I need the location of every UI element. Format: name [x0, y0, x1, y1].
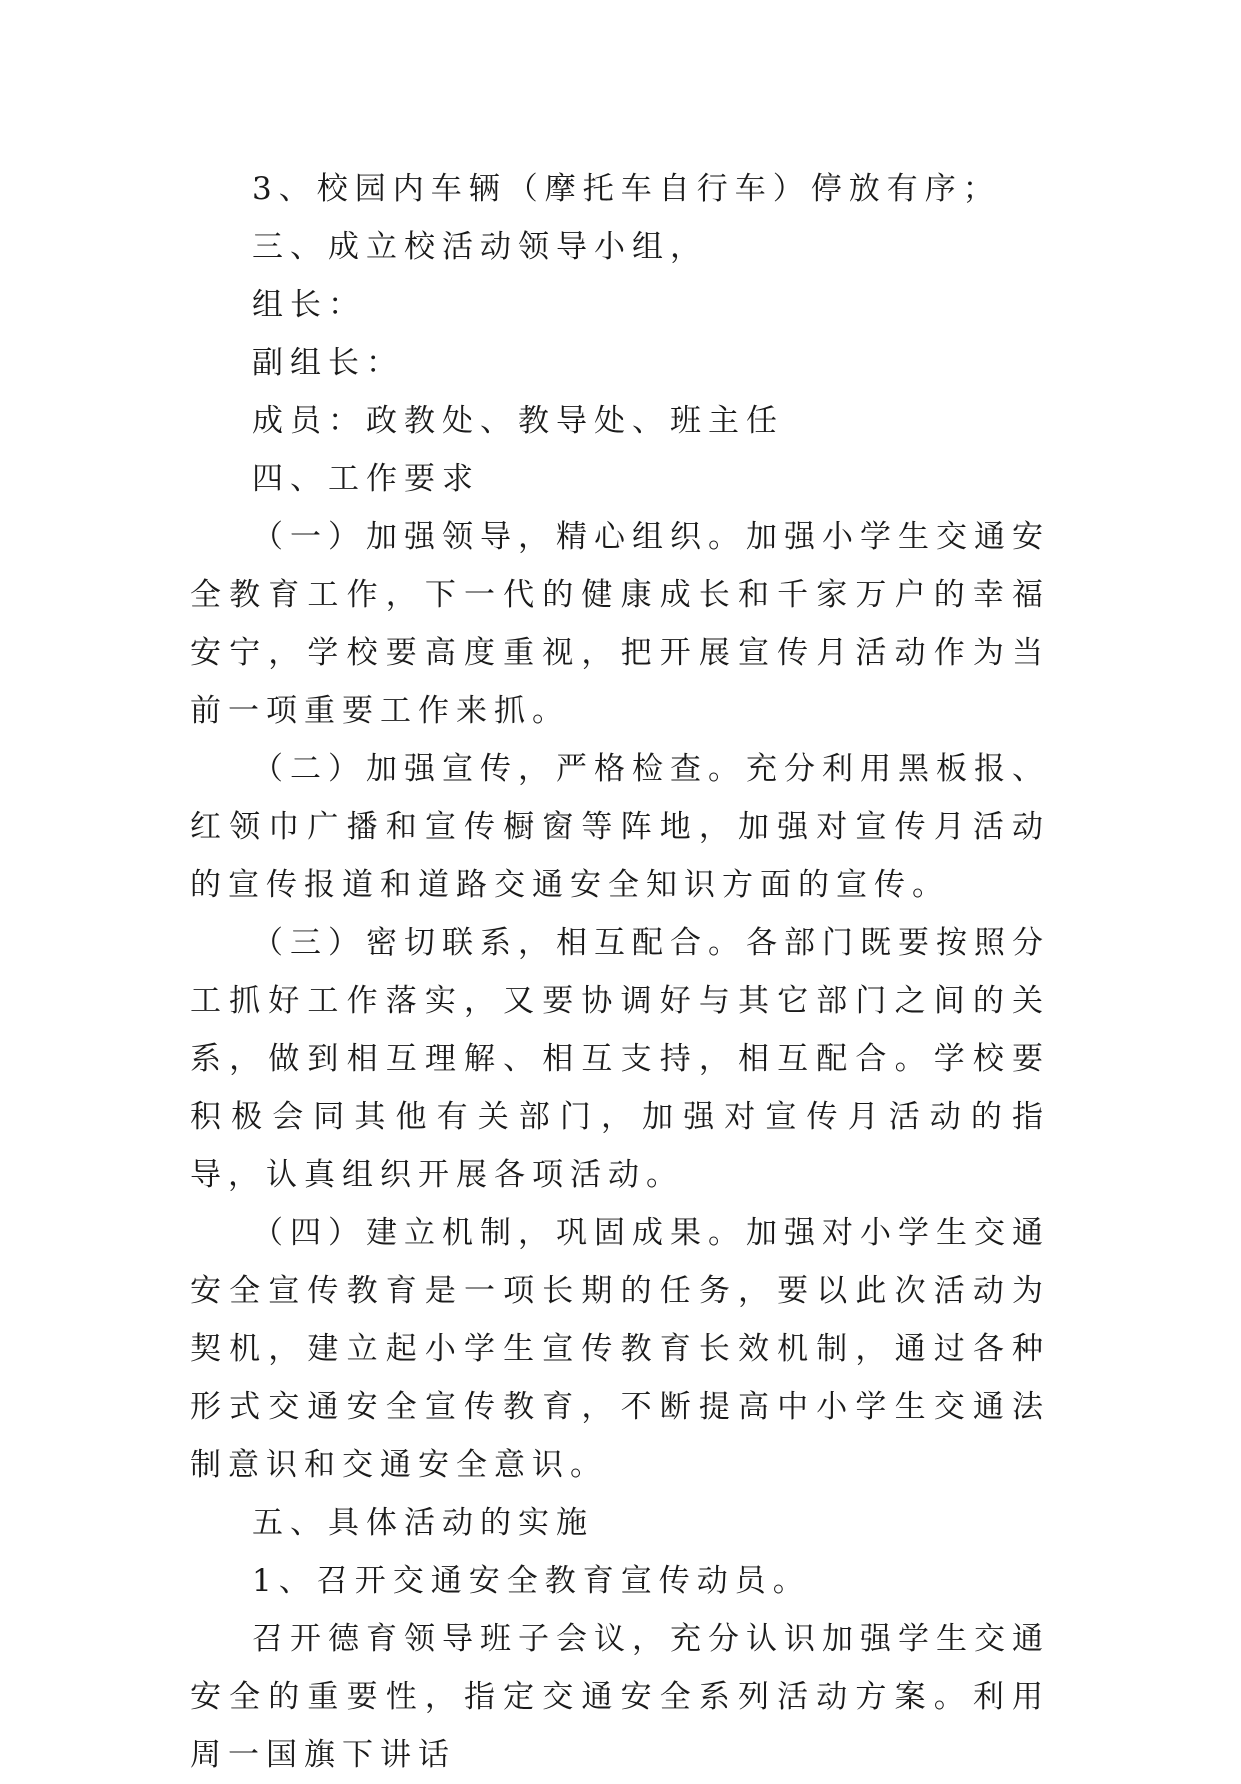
- members-line: 成员：政教处、教导处、班主任: [252, 403, 784, 439]
- paragraph-mobilization-details: 召开德育领导班子会议，充分认识加强学生交通安全的重要性，指定交通安全系列活动方案。利用周一国旗下讲话: [190, 1621, 1050, 1773]
- section-heading-implementation: 五、具体活动的实施: [252, 1505, 594, 1541]
- paragraph-establish-mechanism: （四）建立机制，巩固成果。加强对小学生交通安全宣传教育是一项长期的任务，要以此次活动为契机，建立起小学生宣传教育长效机制，通过各种形式交通安全宣传教育，不断提高中小学生交通法制意识和交通安全意识。: [190, 1215, 1050, 1483]
- section-heading-leadership-group: 三、成立校活动领导小组，: [252, 229, 708, 265]
- deputy-leader-label: 副组长：: [252, 345, 404, 381]
- leader-label: 组长：: [252, 287, 366, 323]
- paragraph-close-cooperation: （三）密切联系，相互配合。各部门既要按照分工抓好工作落实，又要协调好与其它部门之间的关系，做到相互理解、相互支持，相互配合。学校要积极会同其他有关部门，加强对宣传月活动的指导，认真组织开展各项活动。: [190, 925, 1050, 1193]
- section-heading-work-requirements: 四、工作要求: [252, 461, 480, 497]
- list-item-vehicle-parking: 3、校园内车辆（摩托车自行车）停放有序；: [252, 171, 1001, 207]
- document-page: [190, 160, 1050, 1784]
- list-item-mobilization: 1、召开交通安全教育宣传动员。: [252, 1563, 811, 1599]
- paragraph-strengthen-leadership: （一）加强领导，精心组织。加强小学生交通安全教育工作，下一代的健康成长和千家万户的幸福安宁，学校要高度重视，把开展宣传月活动作为当前一项重要工作来抓。: [190, 519, 1050, 729]
- paragraph-strengthen-publicity: （二）加强宣传，严格检查。充分利用黑板报、红领巾广播和宣传橱窗等阵地，加强对宣传月活动的宣传报道和道路交通安全知识方面的宣传。: [190, 751, 1050, 903]
